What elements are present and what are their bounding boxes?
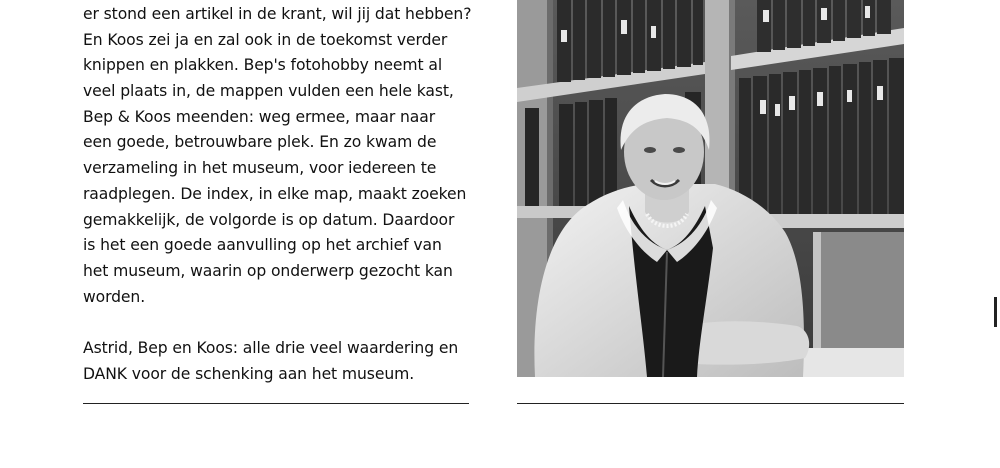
text-line: veel plaats in, de mappen vulden een hele kast, bbox=[83, 82, 454, 101]
text-line: knippen en plakken. Bep's fotohobby neemt al bbox=[83, 56, 443, 75]
text-line: worden. bbox=[83, 287, 146, 306]
paragraph-gap bbox=[83, 310, 473, 336]
bottom-rule-right bbox=[517, 403, 904, 404]
text-line: een goede, betrouwbare plek. En zo kwam de bbox=[83, 133, 437, 152]
text-line: gemakkelijk, de volgorde is op datum. Daardoor bbox=[83, 210, 455, 229]
text-line: Bep & Koos meenden: weg ermee, maar naar bbox=[83, 107, 436, 126]
paragraph-2 bbox=[83, 336, 473, 387]
text-line: verzameling in het museum, voor iedereen te bbox=[83, 159, 437, 178]
text-line: raadplegen. De index, in elke map, maakt zoeken bbox=[83, 184, 467, 203]
bottom-rule-left bbox=[83, 403, 469, 404]
photo-woman-at-archive bbox=[517, 0, 904, 377]
paragraph-1 bbox=[83, 2, 473, 310]
text-line: En Koos zei ja en zal ook in de toekomst verder bbox=[83, 30, 448, 49]
text-line: is het een goede aanvulling op het archief van bbox=[83, 236, 442, 255]
text-line: Astrid, Bep en Koos: alle drie veel waardering en bbox=[83, 338, 459, 357]
edge-mark bbox=[994, 297, 997, 327]
article-text bbox=[83, 2, 473, 387]
photo-illustration bbox=[517, 0, 904, 377]
text-line: het museum, waarin op onderwerp gezocht kan bbox=[83, 261, 453, 280]
text-line: DANK voor de schenking aan het museum. bbox=[83, 364, 415, 383]
text-line: er stond een artikel in de krant, wil jij dat hebben? bbox=[83, 5, 472, 23]
